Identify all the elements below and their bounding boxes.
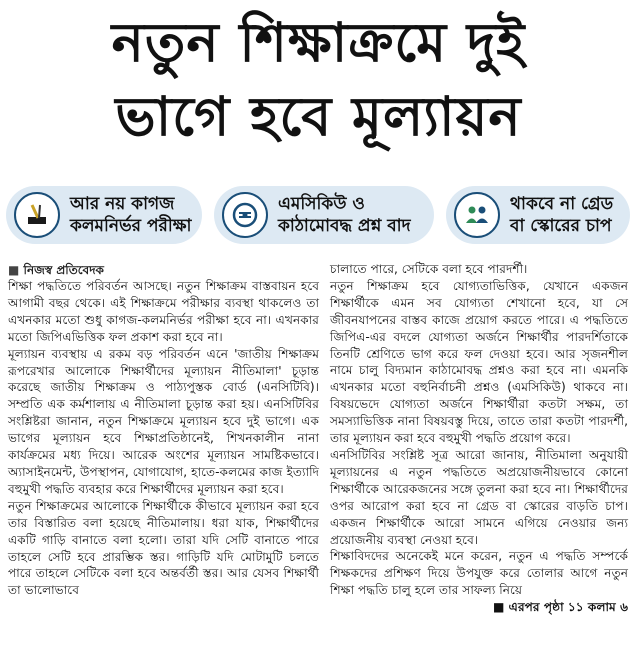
column-1-paragraph: মূল্যায়ন ব্যবস্থায় এ রকম বড় পরিবর্তন এনে 'জাতীয় শিক্ষাক্রম রূপরেখার আলোকে শিক্ষার্থীদের মূল্যায়ন নীতিমালা' চূড়ান্ত করেছে জাতীয় শিক্ষাক্রম ও পাঠ্যপুস্তক বোর্ড (এনসিটিবি)। সম্প্রতি এক কর্মশালায় এ নীতিমালা চূড়ান্ত করা হয়। এনসিটিবির সংশ্লিষ্টরা জানান, নতুন শিক্ষাক্রমে মূল্যায়ন হবে দুই ভাগে। এক ভাগের মূল্যায়ন হবে শিক্ষাপ্রতিষ্ঠানেই, শিখনকালীন নানা কার্যক্রমের মধ্য দিয়ে। আরেক অংশের মূল্যায়ন সামষ্টিকভাবে। অ্যাসাইনমেন্ট, উপস্থাপন, যোগাযোগ, হাতে-কলমের কাজ ইত্যাদি বহুমুখী পদ্ধতি ব্যবহার করে শিক্ষার্থীদের মূল্যায়ন করা হবে।: [8, 346, 319, 496]
highlight-2-line-1: এমসিকিউ ও: [278, 194, 365, 214]
column-2-paragraph: চালাতে পারে, সেটিকে বলা হবে পারদর্শী।: [330, 262, 528, 276]
highlight-paper-exam: [6, 186, 202, 244]
highlight-1-line-1: আর নয় কাগজ: [70, 194, 175, 214]
jump-note-text: এরপর পৃষ্ঠা ১১ কলাম ৬: [508, 600, 628, 615]
highlight-2-line-2: কাঠামোবদ্ধ প্রশ্ন বাদ: [278, 216, 411, 236]
byline-text: নিজস্ব প্রতিবেদক: [23, 263, 104, 277]
highlight-3-line-1: থাকবে না গ্রেড: [510, 194, 614, 214]
highlight-grade: [446, 186, 630, 244]
highlight-3-line-2: বা স্কোরের চাপ: [510, 216, 612, 236]
article-column-2: [330, 261, 628, 616]
byline-bullet-icon: ■: [8, 263, 20, 277]
pen-paper-icon: [14, 192, 60, 238]
article-column-1: [8, 278, 319, 599]
highlight-1-line-2: কলমনির্ভর পরীক্ষা: [70, 216, 192, 236]
headline: [0, 6, 637, 154]
column-1-paragraph: শিক্ষা পদ্ধতিতে পরিবর্তন আসছে। নতুন শিক্ষাক্রম বাস্তবায়ন হবে আগামী বছর থেকে। এই শিক্ষাক্রমে পরীক্ষার ব্যবস্থা থাকলেও তা এখনকার মতো শুধু কাগজ-কলমনির্ভর পরীক্ষা হবে না। এখনকার মতো জিপিএভিত্তিক ফল প্রকাশ করা হবে না।: [8, 279, 319, 344]
column-2-paragraph: নতুন শিক্ষাক্রম হবে যোগ্যতাভিত্তিক, যেখানে একজন শিক্ষার্থীকে এমন সব যোগ্যতা শেখানো হবে, যা সে জীবনযাপনের বাস্তব কাজে প্রয়োগ করতে পারে। এ পদ্ধতিতে জিপিএ-এর বদলে যোগ্যতা অর্জনে শিক্ষার্থীর পারদর্শিতাকে তিনটি শ্রেণিতে ভাগ করে ফল দেওয়া হবে। আর সৃজনশীল নামে চালু বিদ্যমান কাঠামোবদ্ধ প্রশ্নও করা হবে না। এমনকি এখনকার মতো বহুনির্বাচনী প্রশ্নও (এমসিকিউ) থাকবে না। বিষয়ভেদে যোগ্যতা অর্জনে শিক্ষার্থীরা কতটা সক্ষম, তা সমস্যাভিত্তিক নানা বিষয়বস্তু দিয়ে, তাতে তারা কতটা পারদর্শী, তার মূল্যায়ন করা হবে বহুমুখী পদ্ধতি প্রয়োগ করে।: [330, 278, 628, 446]
headline-line-1: নতুন শিক্ষাক্রমে দুই: [111, 11, 526, 74]
column-2-paragraph: শিক্ষাবিদদের অনেকেই মনে করেন, নতুন এ পদ্ধতি সম্পর্কে শিক্ষকদের প্রশিক্ষণ দিয়ে উপযুক্ত করে তোলার আগে নতুন শিক্ষা পদ্ধতি চালু হলে তার সাফল্য নিয়ে: [330, 549, 628, 598]
exam-circle-icon: [222, 192, 268, 238]
headline-line-2: ভাগে হবে মূল্যায়ন: [115, 85, 522, 148]
column-2-paragraph: এনসিটিবির সংশ্লিষ্ট সূত্র আরো জানায়, নীতিমালা অনুযায়ী মূল্যায়নের এ নতুন পদ্ধতিতে অপ্রয়োজনীয়ভাবে কোনো শিক্ষার্থীকে আরেকজনের সঙ্গে তুলনা করা হবে না। শিক্ষার্থীদের ওপর আরোপ করা হবে না গ্রেড বা স্কোরের বাড়তি চাপ। একজন শিক্ষার্থীকে আরো সামনে এগিয়ে নেওয়ার জন্য প্রয়োজনীয় ব্যবস্থা নেওয়া হবে।: [330, 447, 628, 547]
jump-note: [330, 599, 628, 616]
highlight-mcq: [214, 186, 434, 244]
highlights-strip: [0, 186, 637, 246]
students-icon: [454, 192, 500, 238]
jump-arrow-icon: ■: [492, 600, 509, 615]
column-1-paragraph: নতুন শিক্ষাক্রমের আলোকে শিক্ষার্থীকে কীভাবে মূল্যায়ন করা হবে তার বিস্তারিত বলা হয়েছে নীতিমালায়। ধরা যাক, শিক্ষার্থীদের একটি গাড়ি বানাতে বলা হলো। তারা যদি সেটি বানাতে পারে তাহলে সেটি হবে প্রারম্ভিক স্তর। গাড়িটি যদি মোটামুটি চলতে পারে তাহলে সেটিকে বলা হবে অন্তর্বর্তী স্তর। আর যেসব শিক্ষার্থী তা ভালোভাবে: [8, 498, 319, 598]
